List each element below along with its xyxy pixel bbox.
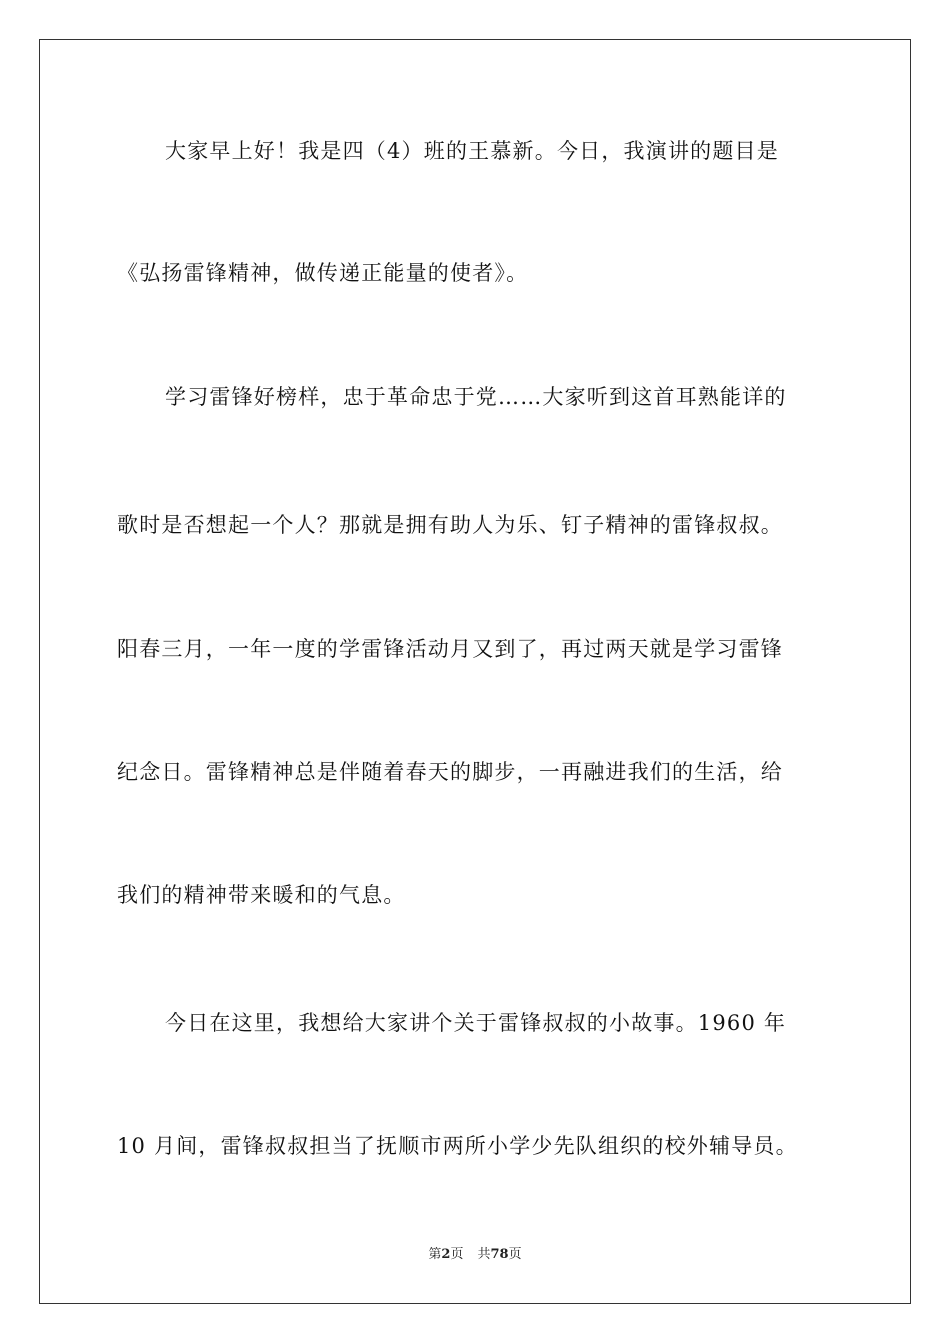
- paragraph-line-8: 今日在这里，我想给大家讲个关于雷锋叔叔的小故事。1960 年: [165, 1011, 787, 1035]
- footer-total-number: 78: [490, 1247, 509, 1262]
- paragraph-line-4: 歌时是否想起一个人？那就是拥有助人为乐、钉子精神的雷锋叔叔。: [117, 513, 783, 537]
- paragraph-line-7: 我们的精神带来暖和的气息。: [117, 883, 406, 907]
- paragraph-line-1: 大家早上好！我是四（4）班的王慕新。今日，我演讲的题目是: [165, 139, 779, 163]
- footer-total-suffix: 页: [508, 1247, 522, 1262]
- paragraph-line-9: 10 月间，雷锋叔叔担当了抚顺市两所小学少先队组织的校外辅导员。: [117, 1134, 798, 1158]
- footer-page-suffix: 页: [450, 1247, 464, 1262]
- paragraph-line-3: 学习雷锋好榜样，忠于革命忠于党……大家听到这首耳熟能详的: [165, 385, 787, 409]
- footer-total-prefix: 共: [477, 1247, 491, 1262]
- footer-page-prefix: 第: [428, 1247, 442, 1262]
- page-border: [39, 39, 911, 1304]
- paragraph-line-6: 纪念日。雷锋精神总是伴随着春天的脚步，一再融进我们的生活，给: [117, 760, 783, 784]
- footer-page-number: 2: [441, 1247, 451, 1262]
- page-footer: [0, 1246, 950, 1264]
- paragraph-line-5: 阳春三月，一年一度的学雷锋活动月又到了，再过两天就是学习雷锋: [117, 637, 783, 661]
- paragraph-line-2: 《弘扬雷锋精神，做传递正能量的使者》。: [117, 261, 529, 285]
